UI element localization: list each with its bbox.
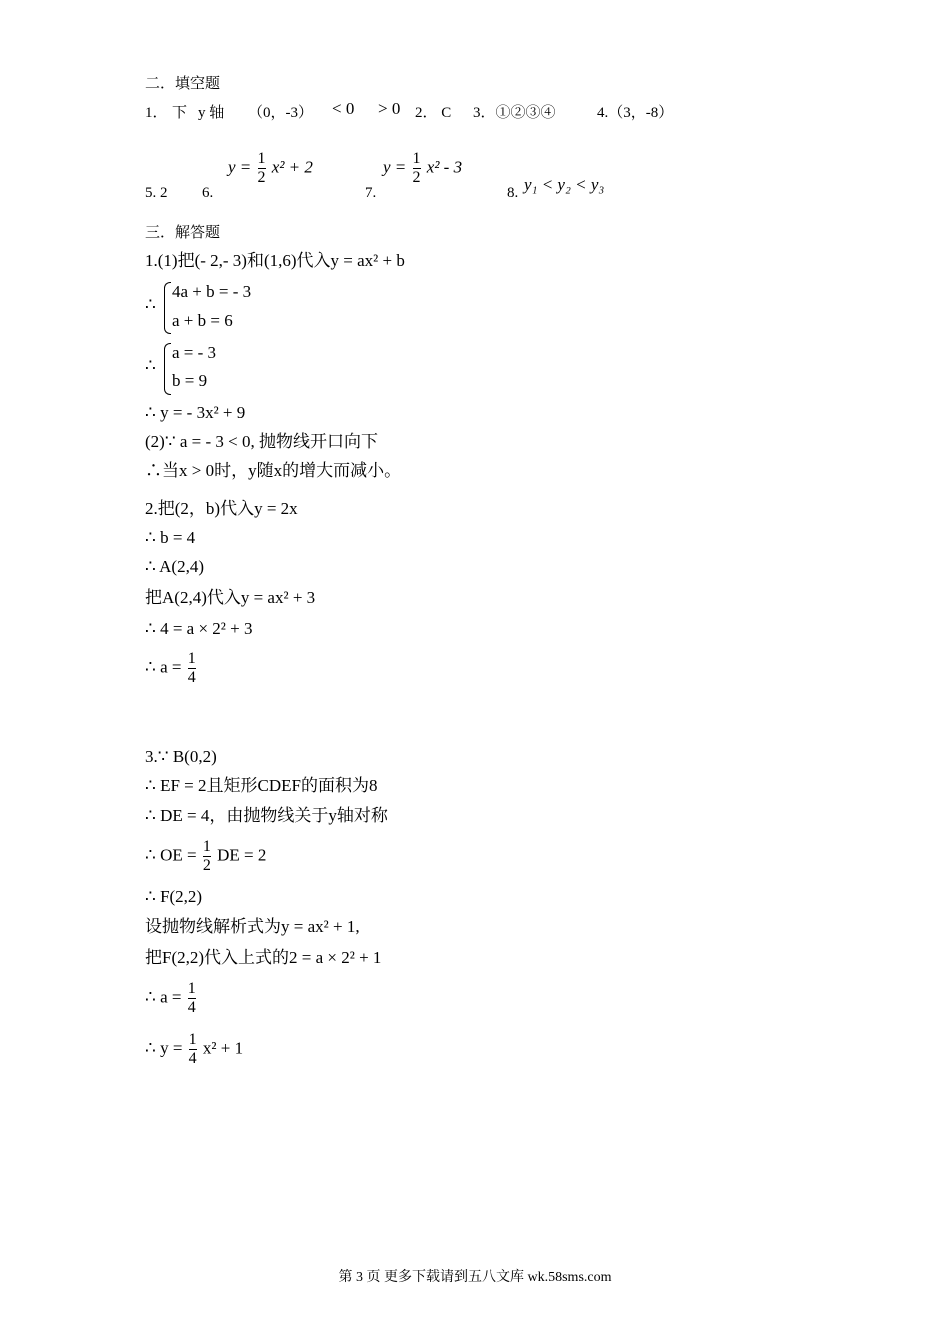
p1-system2-eq2: b = 9 [172,371,208,390]
p1-system2-eq1: a = - 3 [172,343,217,362]
p3-line2: ∴ EF = 2且矩形CDEF的面积为8 [145,776,378,795]
q6-formula: y = $\frac{1}{2}$ x² + 2 [228,150,313,186]
p3-line5: ∴ F(2,2) [145,887,203,906]
p2-line5: ∴ 4 = a × 2² + 3 [145,619,253,638]
q1-answer-a: 下 [172,105,188,121]
p3-line3: ∴ DE = 4，由抛物线关于y轴对称 [145,806,388,825]
p2-line6: ∴ a = $\frac{1}{4}$ [145,650,196,686]
q1-number: 1． [145,105,168,121]
p3-line7: 把F(2,2)代入上式的2 = a × 2² + 1 [145,948,382,967]
p2-fraction: $\frac{1}{4}$ [187,650,196,686]
p3-fraction-half: $\frac{1}{2}$ [202,838,211,874]
q7-formula: y = $\frac{1}{2}$ x² - 3 [383,150,463,186]
p1-system1-eq2: a + b = 6 [172,311,233,330]
page-footer: 第 3 页 更多下载请到五八文库 wk.58sms.com [338,1270,612,1285]
q4-answer: 4.（3，-8） [597,105,674,121]
q8-label: 8. [507,185,519,201]
p3-line8: ∴ a = $\frac{1}{4}$ [145,980,196,1016]
q1-answer-c: （0，-3） [248,105,313,121]
p2-line2: ∴ b = 4 [145,528,196,547]
p3-line1: 3.∵ B(0,2) [145,747,217,766]
q5-answer: 5. 2 [145,185,168,201]
p1-system1-eq1: 4a + b = - 3 [172,282,252,301]
p3-line9: ∴ y = $\frac{1}{4}$ x² + 1 [145,1031,244,1067]
system-brace [164,343,171,395]
p1-line1: 1.(1)把(- 2,- 3)和(1,6)代入y = ax² + b [145,251,405,270]
q1-answer-b: y 轴 [198,105,225,121]
q7-fraction: $\frac{1}{2}$ [412,150,421,186]
p1-line4: ∴ y = - 3x² + 9 [145,403,246,422]
section-heading-solutions: 三．解答题 [145,225,221,241]
p2-line3: ∴ A(2,4) [145,557,204,576]
therefore-symbol: ∴ [145,356,156,375]
q6-label: 6. [202,185,214,201]
q3-answer: 3．①②③④ [473,105,556,121]
section-heading-fill-blank: 二．填空题 [145,76,221,92]
p2-line1: 2.把(2，b)代入y = 2x [145,499,298,518]
p3-line4: ∴ OE = $\frac{1}{2}$ DE = 2 [145,838,267,874]
p3-fraction-a: $\frac{1}{4}$ [187,980,196,1016]
q6-fraction: $\frac{1}{2}$ [257,150,266,186]
q7-label: 7. [365,185,377,201]
p3-fraction-y: $\frac{1}{4}$ [188,1031,197,1067]
q1-answer-d: < 0 [332,99,355,118]
p3-line6: 设抛物线解析式为y = ax² + 1, [145,917,360,936]
p2-line4: 把A(2,4)代入y = ax² + 3 [145,588,316,607]
q8-formula: y₁ < y₂ < y₃ [524,175,605,194]
p1-line5: (2)∵ a = - 3 < 0, 抛物线开口向下 [145,432,379,451]
system-brace [164,282,171,334]
p1-line6: ∴当x > 0时，y随x的增大而减小。 [145,461,402,480]
therefore-symbol: ∴ [145,295,156,314]
q1-answer-e: > 0 [378,99,401,118]
q2-answer: 2． C [415,105,452,121]
